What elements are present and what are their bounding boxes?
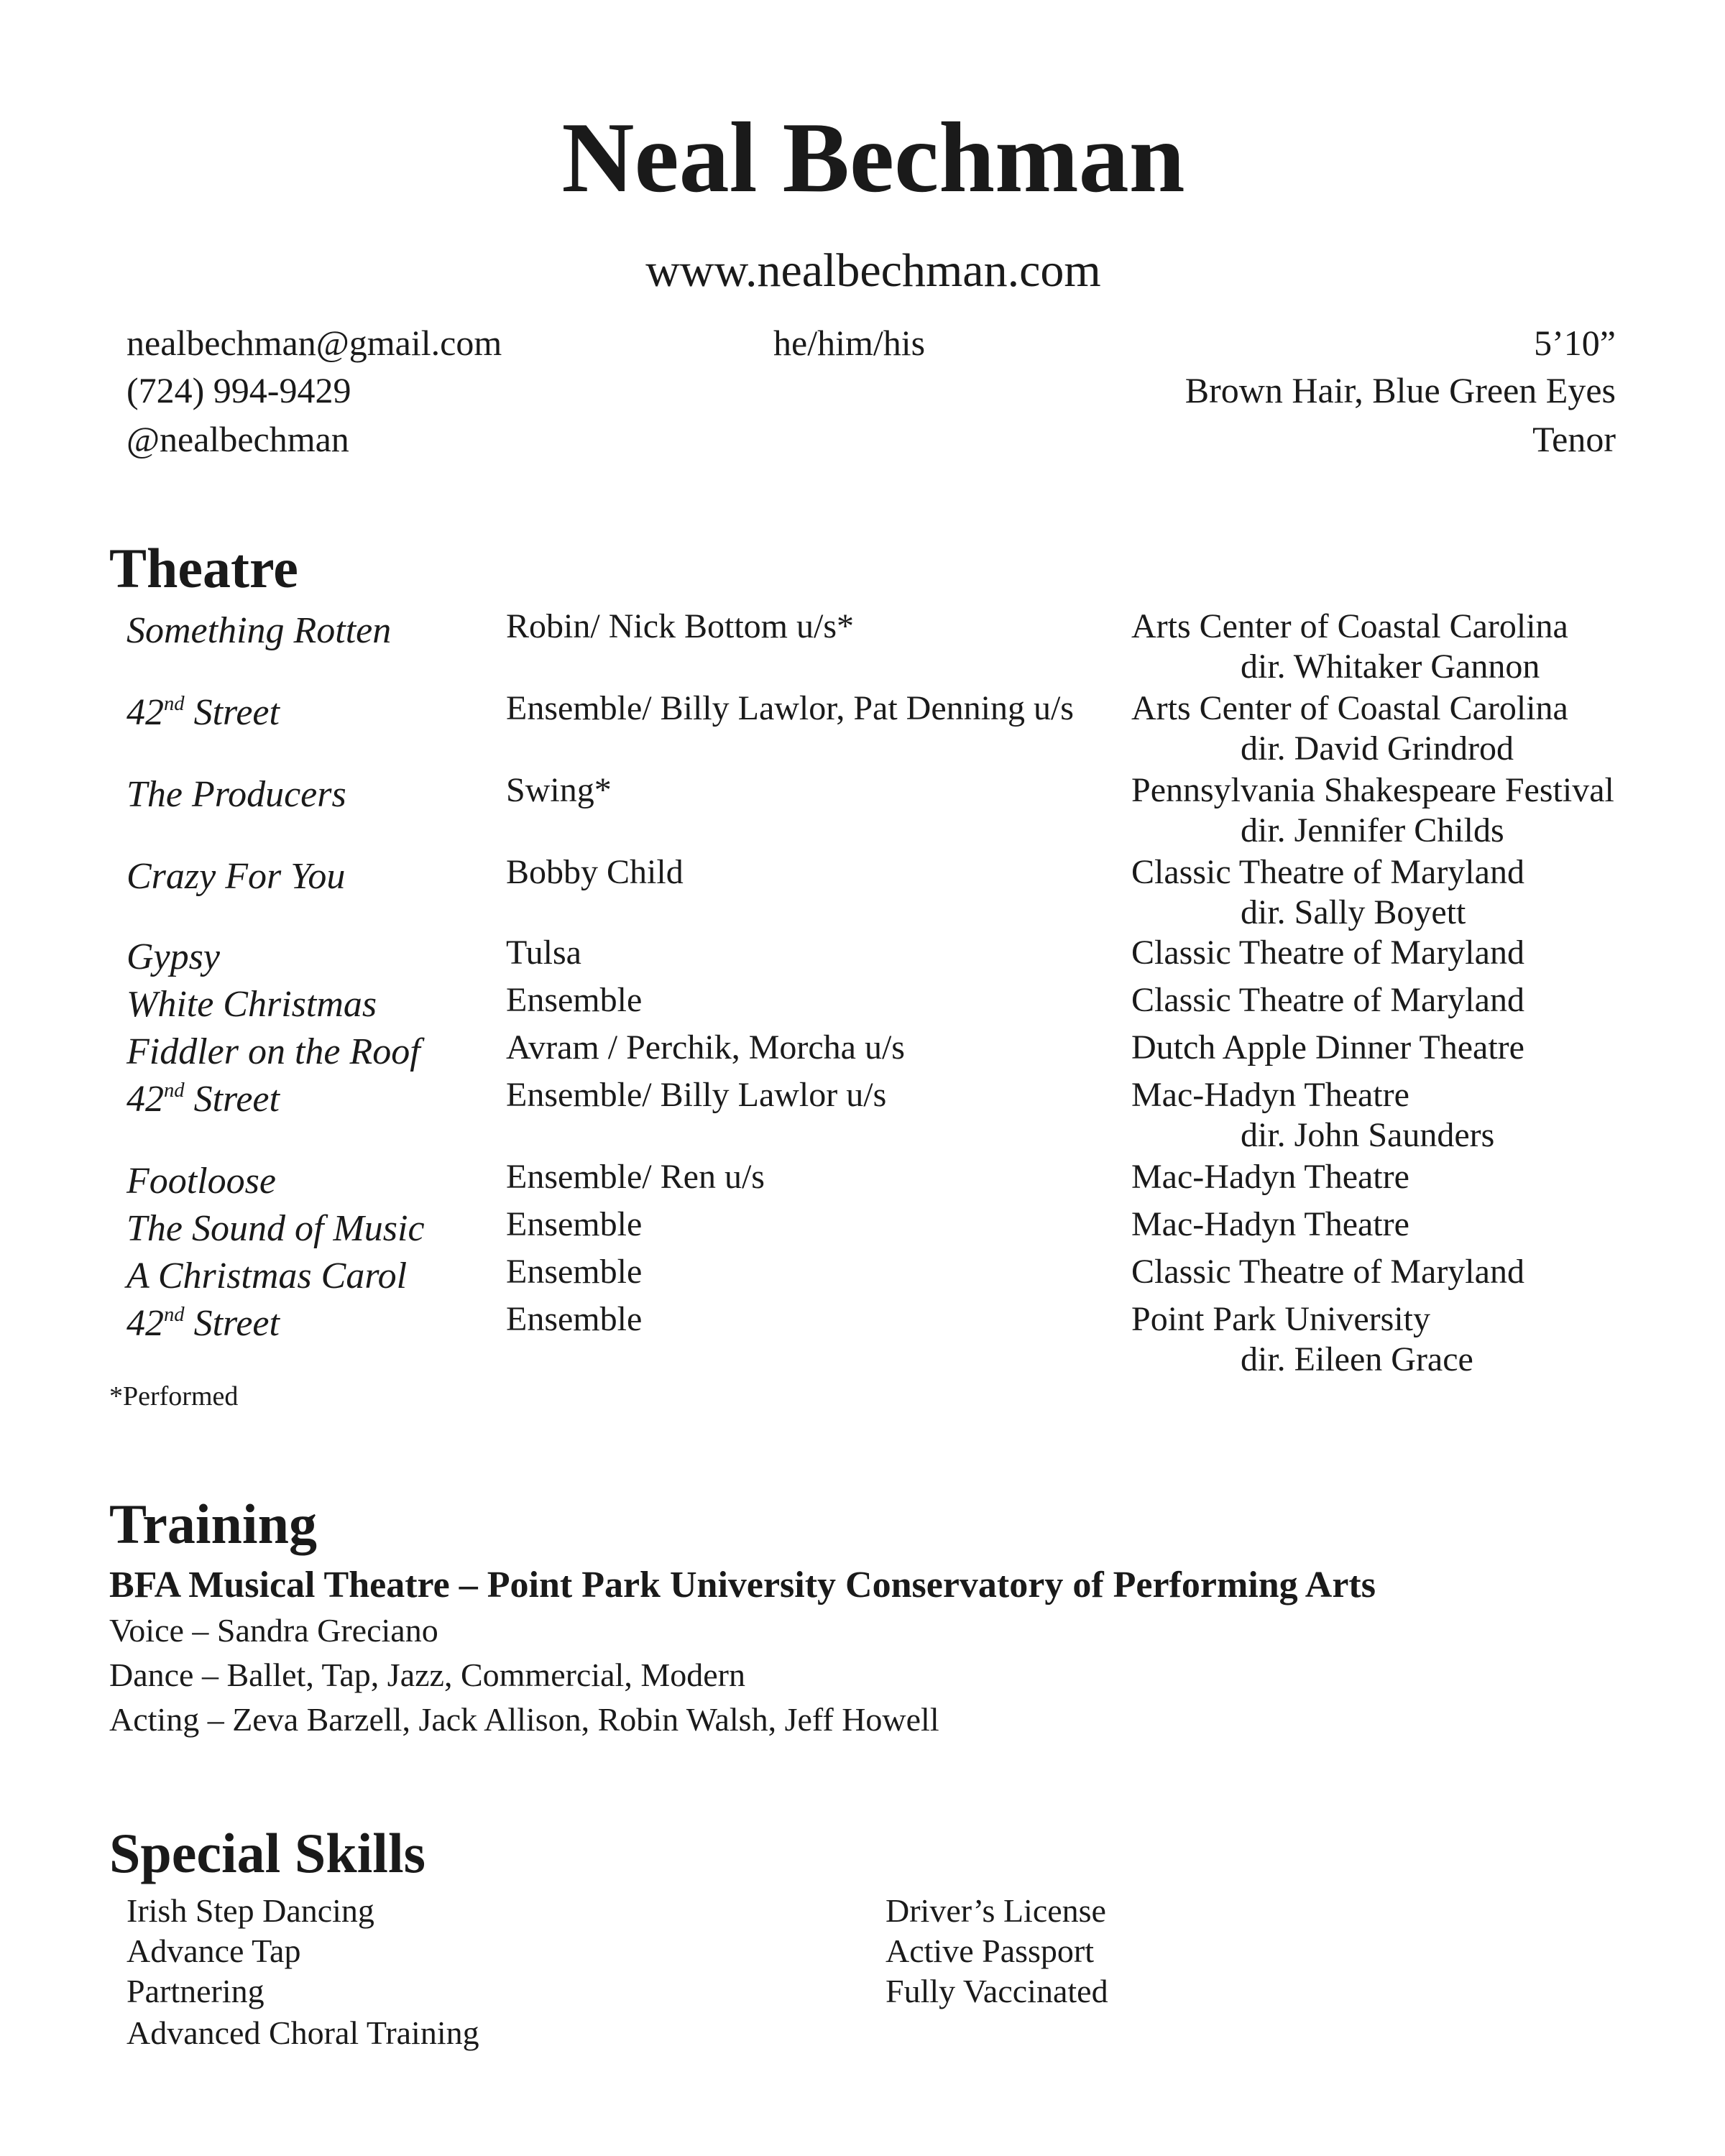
skill-item: Irish Step Dancing bbox=[126, 1892, 374, 1929]
show-title: The Sound of Music bbox=[126, 1208, 425, 1249]
venue: Mac-Hadyn Theatre bbox=[1131, 1076, 1409, 1114]
theatre-heading: Theatre bbox=[109, 537, 298, 599]
skill-item: Active Passport bbox=[886, 1932, 1095, 1969]
show-title: Fiddler on the Roof bbox=[126, 1031, 420, 1072]
website-link[interactable]: www.nealbechman.com bbox=[645, 244, 1101, 297]
role: Ensemble/ Ren u/s bbox=[506, 1158, 765, 1196]
venue: Mac-Hadyn Theatre bbox=[1131, 1205, 1409, 1243]
role: Bobby Child bbox=[506, 853, 684, 891]
phone: (724) 994-9429 bbox=[126, 370, 351, 410]
role: Ensemble bbox=[506, 981, 643, 1019]
venue: Arts Center of Coastal Carolina bbox=[1131, 689, 1568, 727]
show-title: Crazy For You bbox=[126, 856, 346, 897]
director: dir. Eileen Grace bbox=[1241, 1340, 1473, 1378]
show-title: 42nd Street bbox=[126, 692, 280, 733]
director: dir. Sally Boyett bbox=[1241, 893, 1466, 931]
venue: Classic Theatre of Maryland bbox=[1131, 981, 1524, 1019]
resume-name: Neal Bechman bbox=[561, 102, 1185, 213]
venue: Dutch Apple Dinner Theatre bbox=[1131, 1028, 1524, 1067]
skill-item: Partnering bbox=[126, 1973, 264, 2009]
role: Ensemble bbox=[506, 1205, 643, 1243]
director: dir. Jennifer Childs bbox=[1241, 811, 1504, 849]
training-line: Voice – Sandra Greciano bbox=[109, 1612, 438, 1649]
director: dir. John Saunders bbox=[1241, 1116, 1495, 1154]
skill-item: Advanced Choral Training bbox=[126, 2014, 479, 2051]
training-line: Dance – Ballet, Tap, Jazz, Commercial, Modern bbox=[109, 1657, 745, 1693]
hair-eyes: Brown Hair, Blue Green Eyes bbox=[1184, 370, 1616, 410]
venue: Classic Theatre of Maryland bbox=[1131, 853, 1524, 891]
venue: Arts Center of Coastal Carolina bbox=[1131, 607, 1568, 645]
role: Ensemble/ Billy Lawlor u/s bbox=[506, 1076, 887, 1114]
skills-heading: Special Skills bbox=[109, 1822, 426, 1884]
venue: Pennsylvania Shakespeare Festival bbox=[1131, 771, 1614, 809]
training-line: Acting – Zeva Barzell, Jack Allison, Robin Walsh, Jeff Howell bbox=[109, 1701, 939, 1738]
skill-item: Fully Vaccinated bbox=[886, 1973, 1108, 2009]
social-handle: @nealbechman bbox=[126, 419, 349, 459]
role: Ensemble bbox=[506, 1300, 643, 1338]
show-title: Gypsy bbox=[126, 936, 220, 977]
role: Swing* bbox=[506, 771, 612, 809]
show-title: Something Rotten bbox=[126, 610, 392, 651]
show-title: 42nd Street bbox=[126, 1079, 280, 1120]
venue: Mac-Hadyn Theatre bbox=[1131, 1158, 1409, 1196]
venue: Classic Theatre of Maryland bbox=[1131, 934, 1524, 972]
show-title: The Producers bbox=[126, 774, 346, 815]
voice-type: Tenor bbox=[1532, 419, 1616, 459]
role: Robin/ Nick Bottom u/s* bbox=[506, 607, 855, 645]
show-title: 42nd Street bbox=[126, 1303, 280, 1344]
height: 5’10” bbox=[1534, 323, 1616, 363]
pronouns: he/him/his bbox=[773, 323, 926, 363]
email[interactable]: nealbechman@gmail.com bbox=[126, 323, 502, 363]
role: Tulsa bbox=[506, 934, 581, 972]
venue: Classic Theatre of Maryland bbox=[1131, 1253, 1524, 1291]
performed-footnote: *Performed bbox=[109, 1381, 239, 1411]
skill-item: Advance Tap bbox=[126, 1932, 301, 1969]
director: dir. Whitaker Gannon bbox=[1241, 648, 1540, 686]
role: Ensemble/ Billy Lawlor, Pat Denning u/s bbox=[506, 689, 1074, 727]
show-title: Footloose bbox=[126, 1161, 276, 1202]
venue: Point Park University bbox=[1131, 1300, 1430, 1338]
skill-item: Driver’s License bbox=[886, 1892, 1106, 1929]
role: Avram / Perchik, Morcha u/s bbox=[506, 1028, 905, 1067]
director: dir. David Grindrod bbox=[1241, 729, 1514, 768]
show-title: A Christmas Carol bbox=[126, 1256, 408, 1296]
training-heading: Training bbox=[109, 1493, 317, 1555]
show-title: White Christmas bbox=[126, 984, 377, 1025]
degree: BFA Musical Theatre – Point Park University Conservatory of Performing Arts bbox=[109, 1565, 1376, 1606]
role: Ensemble bbox=[506, 1253, 643, 1291]
